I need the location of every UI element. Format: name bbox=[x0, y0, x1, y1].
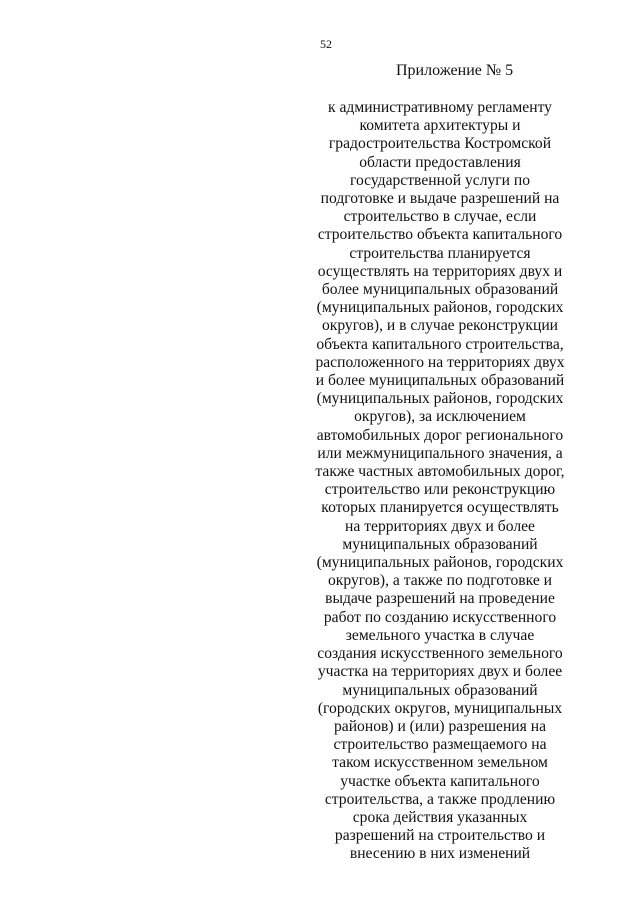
regulation-text-line: округов), за исключением bbox=[354, 408, 526, 426]
regulation-text-line: и более муниципальных образований bbox=[315, 372, 565, 390]
regulation-text-line: участка на территориях двух и более bbox=[317, 663, 563, 681]
regulation-text-line: (городских округов, муниципальных bbox=[317, 699, 563, 717]
appendix-title: Приложение № 5 bbox=[396, 62, 514, 79]
regulation-text-line: которых планируется осуществлять bbox=[321, 499, 559, 517]
regulation-text-line: также частных автомобильных дорог, bbox=[315, 463, 565, 481]
regulation-reference-block bbox=[290, 99, 590, 864]
regulation-text-line: таком искусственном земельном bbox=[332, 754, 548, 772]
regulation-text-line: (муниципальных районов, городских bbox=[316, 554, 564, 572]
regulation-text-line: градостроительства Костромской bbox=[328, 135, 552, 153]
regulation-text-line: строительство в случае, если bbox=[343, 208, 537, 226]
regulation-text-line: к административному регламенту bbox=[328, 99, 552, 116]
regulation-text-line: округов), и в случае реконструкции bbox=[321, 317, 559, 335]
regulation-text-line: участке объекта капитального bbox=[340, 772, 540, 790]
regulation-text-line: выдаче разрешений на проведение bbox=[325, 590, 555, 608]
regulation-text-line: округов), а также по подготовке и bbox=[327, 572, 552, 590]
regulation-text-line: строительство или реконструкцию bbox=[324, 481, 556, 499]
regulation-text-line: осуществлять на территориях двух и bbox=[317, 262, 563, 280]
regulation-text-line: государственной услуги по bbox=[349, 171, 531, 189]
regulation-text-line: расположенного на территориях двух bbox=[315, 353, 565, 371]
regulation-text-line: объекта капитального строительства, bbox=[316, 335, 564, 353]
regulation-text-line: комитета архитектуры и bbox=[359, 117, 521, 135]
regulation-text-line: автомобильных дорог регионального bbox=[316, 426, 564, 444]
page-number: 52 bbox=[320, 37, 332, 51]
regulation-text-line: муниципальных образований bbox=[342, 535, 538, 553]
regulation-text-line: строительства, а также продлению bbox=[324, 790, 556, 808]
regulation-text-line: работ по созданию искусственного bbox=[323, 608, 557, 626]
regulation-text-line: земельного участка в случае bbox=[345, 626, 535, 644]
regulation-text-line: разрешений на строительство и bbox=[334, 827, 546, 845]
regulation-text-line: подготовке и выдаче разрешений на bbox=[320, 190, 560, 208]
regulation-text-line: области предоставления bbox=[359, 153, 521, 171]
regulation-text-line: внесению в них изменений bbox=[349, 845, 531, 863]
regulation-text-line: строительство размещаемого на bbox=[333, 736, 547, 754]
regulation-text-line: на территориях двух и более bbox=[345, 517, 535, 535]
regulation-text-line: муниципальных образований bbox=[342, 681, 538, 699]
regulation-text-line: срока действия указанных bbox=[352, 808, 528, 826]
regulation-text-line: (муниципальных районов, городских bbox=[316, 299, 564, 317]
regulation-text-line: строительство объекта капитального bbox=[317, 226, 563, 244]
regulation-text-line: строительства планируется bbox=[349, 244, 531, 262]
regulation-text-line: или межмуниципального значения, а bbox=[317, 444, 563, 462]
regulation-text-line: (муниципальных районов, городских bbox=[316, 390, 564, 408]
regulation-text-line: районов) и (или) разрешения на bbox=[333, 717, 546, 735]
regulation-text-line: более муниципальных образований bbox=[321, 281, 559, 299]
regulation-text-line: создания искусственного земельного bbox=[317, 645, 563, 663]
